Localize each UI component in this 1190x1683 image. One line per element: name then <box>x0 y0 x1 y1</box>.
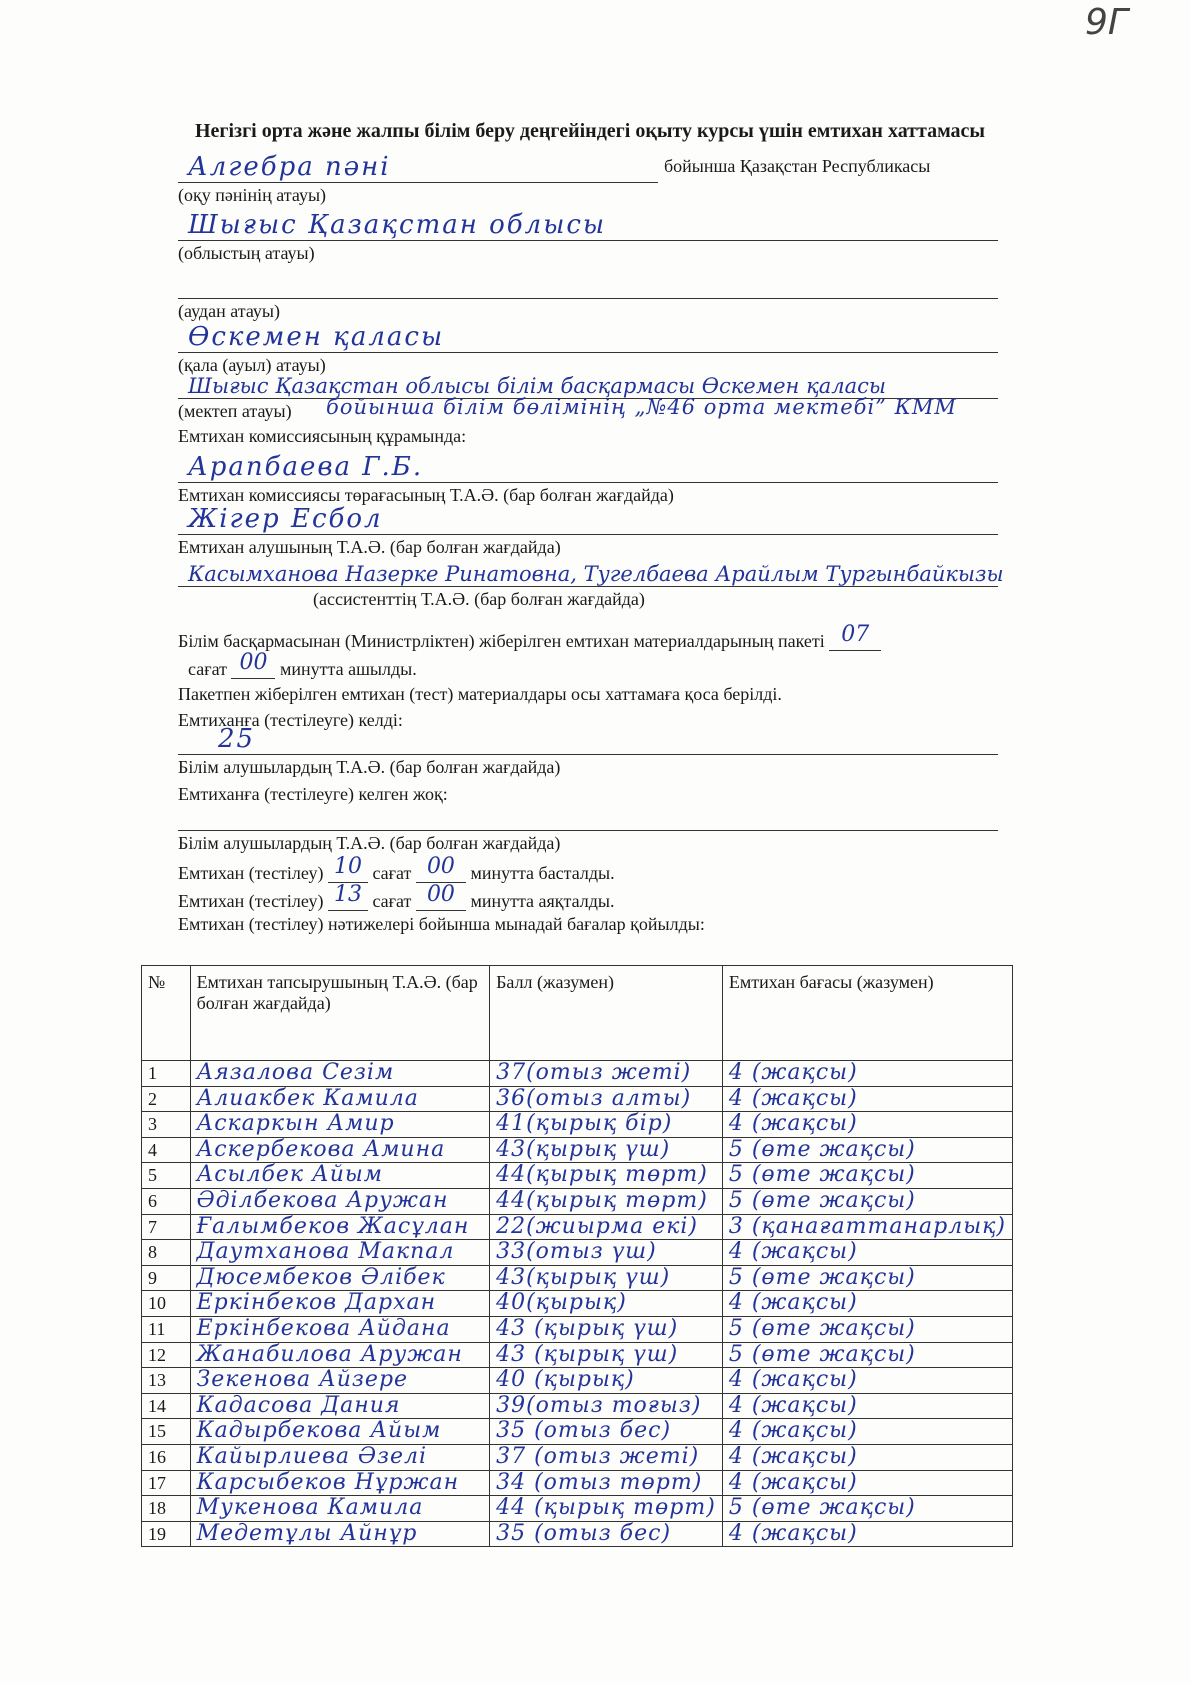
grade-text-value: 3 (қанағаттанарлық) <box>728 1213 1006 1239</box>
table-row <box>142 1444 1013 1470</box>
grade-text <box>722 1316 1012 1342</box>
student-name-value: Кайырлиева Әзелі <box>196 1443 428 1469</box>
subject-value: Алгебра пәні <box>188 152 391 182</box>
score-text <box>490 1214 723 1240</box>
grade-text <box>722 1061 1012 1087</box>
row-number: 18 <box>142 1496 191 1522</box>
grade-text-value: 4 (жақсы) <box>728 1367 858 1393</box>
row-number: 7 <box>142 1214 191 1240</box>
subject-field <box>178 148 998 206</box>
package-hour: 07 <box>829 628 881 651</box>
start-suffix: минутта басталды. <box>470 863 615 883</box>
district-field <box>178 264 998 322</box>
score-text-value: 40 (қырық) <box>496 1367 635 1393</box>
chairman-label: Емтихан комиссиясы төрағасының Т.А.Ә. (бар болған жағдайда) <box>178 485 674 505</box>
start-hour: 10 <box>328 860 368 883</box>
score-text-value: 33(отыз үш) <box>496 1239 657 1265</box>
region-label: (облыстың атауы) <box>178 243 315 263</box>
table-row <box>142 1470 1013 1496</box>
score-text-value: 44 (қырық төрт) <box>496 1495 716 1521</box>
attended-value: 25 <box>218 724 256 754</box>
student-name <box>190 1496 490 1522</box>
start-prefix: Емтихан (тестілеу) <box>178 863 324 883</box>
table-row <box>142 1240 1013 1266</box>
row-number: 19 <box>142 1521 191 1547</box>
score-text <box>490 1163 723 1189</box>
student-name-value: Асылбек Айым <box>196 1162 384 1188</box>
score-text-value: 43(қырық үш) <box>496 1264 671 1290</box>
student-name-value: Аскербекова Амина <box>196 1136 446 1162</box>
score-text <box>490 1496 723 1522</box>
table-header-row <box>142 966 1013 1061</box>
grade-text <box>722 1368 1012 1394</box>
score-text <box>490 1342 723 1368</box>
grade-text <box>722 1265 1012 1291</box>
grade-text-value: 5 (өте жақсы) <box>728 1136 916 1162</box>
score-text-value: 44(қырық төрт) <box>496 1162 708 1188</box>
package-minute: 00 <box>231 656 275 679</box>
score-text-value: 35 (отыз бес) <box>496 1520 672 1546</box>
score-text-value: 41(қырық бір) <box>496 1111 673 1137</box>
row-number: 1 <box>142 1061 191 1087</box>
header-grade: Емтихан бағасы (жазумен) <box>722 966 1012 1061</box>
score-text <box>490 1393 723 1419</box>
table-row <box>142 1419 1013 1445</box>
chairman-field <box>178 448 998 506</box>
student-name-value: Даутханова Макпал <box>196 1239 455 1265</box>
start-minute: 00 <box>416 860 466 883</box>
region-field <box>178 206 998 264</box>
score-text <box>490 1112 723 1138</box>
grade-text <box>722 1496 1012 1522</box>
grade-text-value: 5 (өте жақсы) <box>728 1495 916 1521</box>
grade-text-value: 4 (жақсы) <box>728 1418 858 1444</box>
score-text <box>490 1444 723 1470</box>
student-name-value: Аскаркын Амир <box>196 1111 395 1137</box>
package-line2 <box>188 650 417 680</box>
row-number: 17 <box>142 1470 191 1496</box>
page-title: Негізгі орта және жалпы білім беру деңгейіндегі оқыту курсы үшін емтихан хаттамасы <box>194 120 986 142</box>
row-number: 8 <box>142 1240 191 1266</box>
school-label: (мектеп атауы) <box>178 401 292 421</box>
absent-label: Білім алушылардың Т.А.Ә. (бар болған жағдайда) <box>178 833 561 853</box>
city-label: (қала (ауыл) атауы) <box>178 355 326 375</box>
score-text <box>490 1265 723 1291</box>
table-row <box>142 1265 1013 1291</box>
grade-text-value: 4 (жақсы) <box>728 1111 858 1137</box>
grade-text-value: 5 (өте жақсы) <box>728 1315 916 1341</box>
score-text-value: 40(қырық) <box>496 1290 627 1316</box>
score-text <box>490 1061 723 1087</box>
student-name <box>190 1291 490 1317</box>
score-text <box>490 1291 723 1317</box>
city-field <box>178 318 998 376</box>
grade-text-value: 5 (өте жақсы) <box>728 1162 916 1188</box>
grade-text <box>722 1444 1012 1470</box>
score-text-value: 36(отыз алты) <box>496 1085 692 1111</box>
score-text-value: 22(жиырма екі) <box>496 1213 698 1239</box>
district-label: (аудан атауы) <box>178 301 280 321</box>
attended-field <box>178 720 998 778</box>
examiner-value: Жігер Есбол <box>188 504 383 534</box>
score-text-value: 43 (қырық үш) <box>496 1315 679 1341</box>
score-text <box>490 1188 723 1214</box>
score-text <box>490 1316 723 1342</box>
grade-text <box>722 1470 1012 1496</box>
student-name <box>190 1086 490 1112</box>
grade-text-value: 5 (өте жақсы) <box>728 1187 916 1213</box>
student-name <box>190 1137 490 1163</box>
table-body <box>142 1061 1013 1547</box>
subject-label: (оқу пәнінің атауы) <box>178 185 327 205</box>
header-name: Емтихан тапсырушының Т.А.Ә. (бар болған жағдайда) <box>190 966 490 1061</box>
row-number: 6 <box>142 1188 191 1214</box>
score-text-value: 43 (қырық үш) <box>496 1341 679 1367</box>
table-row <box>142 1496 1013 1522</box>
grade-text <box>722 1240 1012 1266</box>
grade-text-value: 4 (жақсы) <box>728 1239 858 1265</box>
absent-heading: Емтиханға (тестілеуге) келген жоқ: <box>178 784 448 804</box>
student-name-value: Мукенова Камила <box>196 1495 424 1521</box>
package-text1: Білім басқармасынан (Министрліктен) жіберілген емтихан материалдарының пакеті <box>178 631 825 651</box>
student-name-value: Еркінбекова Айдана <box>196 1315 451 1341</box>
attended-label: Білім алушылардың Т.А.Ә. (бар болған жағдайда) <box>178 757 561 777</box>
table-row <box>142 1214 1013 1240</box>
student-name-value: Медетұлы Айнұр <box>196 1520 418 1546</box>
score-text-value: 44(қырық төрт) <box>496 1187 708 1213</box>
row-number: 15 <box>142 1419 191 1445</box>
package-line1 <box>178 622 1058 652</box>
table-row <box>142 1342 1013 1368</box>
row-number: 2 <box>142 1086 191 1112</box>
attended-heading: Емтиханға (тестілеуге) келді: <box>178 710 403 730</box>
score-text-value: 37(отыз жеті) <box>496 1060 692 1085</box>
score-text <box>490 1137 723 1163</box>
score-text <box>490 1086 723 1112</box>
grade-text <box>722 1112 1012 1138</box>
student-name-value: Кадасова Дания <box>196 1392 401 1418</box>
student-name <box>190 1240 490 1266</box>
results-table <box>141 965 1013 1547</box>
student-name <box>190 1521 490 1547</box>
grade-text-value: 5 (өте жақсы) <box>728 1264 916 1290</box>
student-name <box>190 1316 490 1342</box>
header-number: № <box>142 966 191 1061</box>
score-text-value: 39(отыз тоғыз) <box>496 1392 702 1418</box>
examiner-label: Емтихан алушының Т.А.Ә. (бар болған жағдайда) <box>178 537 561 557</box>
student-name <box>190 1265 490 1291</box>
student-name-value: Дюсембеков Әлібек <box>196 1264 446 1290</box>
student-name <box>190 1188 490 1214</box>
grade-text <box>722 1342 1012 1368</box>
end-prefix: Емтихан (тестілеу) <box>178 891 324 911</box>
student-name <box>190 1163 490 1189</box>
table-row <box>142 1188 1013 1214</box>
score-text <box>490 1470 723 1496</box>
row-number: 11 <box>142 1316 191 1342</box>
row-number: 10 <box>142 1291 191 1317</box>
package-text3: минутта ашылды. <box>279 659 417 679</box>
grade-text <box>722 1137 1012 1163</box>
student-name-value: Еркінбеков Дархан <box>196 1290 437 1316</box>
score-text <box>490 1521 723 1547</box>
score-text <box>490 1368 723 1394</box>
student-name-value: Жанабилова Аружан <box>196 1341 463 1367</box>
examiner-field <box>178 500 998 558</box>
commission-heading: Емтихан комиссиясының құрамында: <box>178 426 467 446</box>
start-line <box>178 854 615 884</box>
school-value-line1: Шығыс Қазақстан облысы білім басқармасы Өскемен қаласы <box>188 374 887 398</box>
student-name <box>190 1444 490 1470</box>
table-row <box>142 1521 1013 1547</box>
table-row <box>142 1368 1013 1394</box>
score-text <box>490 1240 723 1266</box>
table-row <box>142 1137 1013 1163</box>
city-value: Өскемен қаласы <box>188 322 445 352</box>
student-name <box>190 1342 490 1368</box>
score-text-value: 43(қырық үш) <box>496 1136 671 1162</box>
end-minute: 00 <box>416 888 466 911</box>
student-name-value: Әділбекова Аружан <box>196 1187 449 1213</box>
school-field <box>178 370 998 425</box>
end-mid: сағат <box>372 891 412 911</box>
table-row <box>142 1086 1013 1112</box>
attached-text: Пакетпен жіберілген емтихан (тест) материалдары осы хаттамаға қоса берілді. <box>178 684 782 704</box>
school-value-line2: бойынша білім бөлімінің „№46 орта мектебі” КММ <box>326 395 957 419</box>
grade-text <box>722 1291 1012 1317</box>
grade-text <box>722 1214 1012 1240</box>
header-score: Балл (жазумен) <box>490 966 723 1061</box>
score-text-value: 34 (отыз төрт) <box>496 1469 703 1495</box>
student-name-value: Зекенова Айзере <box>196 1367 409 1393</box>
start-mid: сағат <box>372 863 412 883</box>
grade-text-value: 4 (жақсы) <box>728 1469 858 1495</box>
grade-text-value: 4 (жақсы) <box>728 1085 858 1111</box>
grade-text <box>722 1188 1012 1214</box>
package-text2: сағат <box>188 659 227 679</box>
table-row <box>142 1316 1013 1342</box>
table-row <box>142 1061 1013 1087</box>
student-name <box>190 1393 490 1419</box>
grade-text-value: 4 (жақсы) <box>728 1520 858 1546</box>
table-row <box>142 1112 1013 1138</box>
student-name <box>190 1419 490 1445</box>
page-number: 9Г <box>1085 2 1128 43</box>
table-row <box>142 1393 1013 1419</box>
chairman-value: Арапбаева Г.Б. <box>188 452 424 482</box>
grade-text-value: 4 (жақсы) <box>728 1392 858 1418</box>
score-text-value: 35 (отыз бес) <box>496 1418 672 1444</box>
grade-text-value: 4 (жақсы) <box>728 1060 858 1085</box>
grade-text-value: 5 (өте жақсы) <box>728 1341 916 1367</box>
table-row <box>142 1163 1013 1189</box>
row-number: 3 <box>142 1112 191 1138</box>
student-name <box>190 1368 490 1394</box>
score-text <box>490 1419 723 1445</box>
student-name <box>190 1214 490 1240</box>
student-name-value: Ғалымбеков Жасұлан <box>196 1213 470 1239</box>
grade-text <box>722 1086 1012 1112</box>
absent-field <box>178 796 998 854</box>
results-heading: Емтихан (тестілеу) нәтижелері бойынша мынадай бағалар қойылды: <box>178 914 705 934</box>
student-name <box>190 1470 490 1496</box>
table-row <box>142 1291 1013 1317</box>
row-number: 5 <box>142 1163 191 1189</box>
grade-text <box>722 1393 1012 1419</box>
assistants-label: (ассистенттің Т.А.Ә. (бар болған жағдайда) <box>313 589 645 609</box>
grade-text <box>722 1419 1012 1445</box>
grade-text-value: 4 (жақсы) <box>728 1290 858 1316</box>
end-hour: 13 <box>328 888 368 911</box>
row-number: 12 <box>142 1342 191 1368</box>
end-suffix: минутта аяқталды. <box>470 891 615 911</box>
student-name <box>190 1112 490 1138</box>
grade-text <box>722 1163 1012 1189</box>
region-value: Шығыс Қазақстан облысы <box>188 210 607 240</box>
student-name <box>190 1061 490 1087</box>
end-line <box>178 882 615 912</box>
grade-text-value: 4 (жақсы) <box>728 1443 858 1469</box>
grade-text <box>722 1521 1012 1547</box>
student-name-value: Аязалова Сезім <box>196 1060 395 1085</box>
row-number: 9 <box>142 1265 191 1291</box>
row-number: 4 <box>142 1137 191 1163</box>
subject-suffix: бойынша Қазақстан Республикасы <box>664 156 931 176</box>
student-name-value: Кадырбекова Айым <box>196 1418 442 1444</box>
score-text-value: 37 (отыз жеті) <box>496 1443 700 1469</box>
student-name-value: Алиакбек Камила <box>196 1085 419 1111</box>
student-name-value: Карсыбеков Нұржан <box>196 1469 460 1495</box>
row-number: 13 <box>142 1368 191 1394</box>
row-number: 16 <box>142 1444 191 1470</box>
assistants-value: Касымханова Назерке Ринатовна, Тугелбаева Арайлым Тургынбайкызы <box>188 562 1004 586</box>
assistants-field <box>178 552 1004 610</box>
row-number: 14 <box>142 1393 191 1419</box>
